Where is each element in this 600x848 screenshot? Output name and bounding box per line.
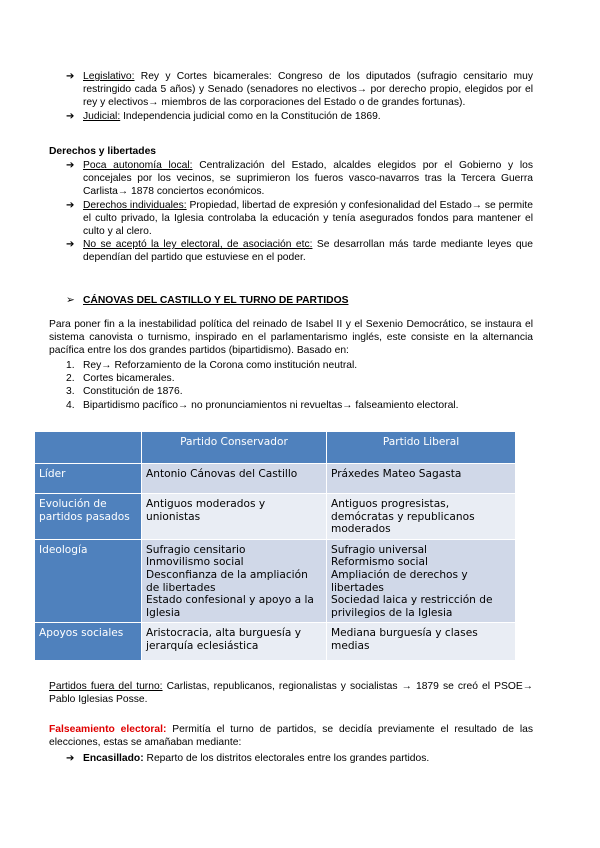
section-title-text: CÁNOVAS DEL CASTILLO Y EL TURNO DE PARTIDOS [83,295,349,306]
autonomia-label: Poca autonomía local: [83,160,193,171]
list-item-derechos-individuales [66,199,533,239]
legislativo-text: Rey y Cortes bicamerales: Congreso de los diputados (sufragio censitario muy restringido cada 5 años) y Senado (senadores no electivos→ por derecho propio, elegidos por el rey y electivos→ miembros de las corporaciones del Estado o de grandes fortunas). [83,71,533,109]
falseamiento-text: Permitía el turno de partidos, se decidía previamente el resultado de las elecciones, estas se amañaban mediante: [49,724,534,749]
table-header-liberal: Partido Liberal [327,432,516,464]
table-header-cell [35,432,142,464]
fuera-label: Partidos fuera del turno: [49,681,163,692]
basis-item: 4. Bipartidismo pacífico→ no pronunciamientos ni revueltas→ falseamiento electoral. [66,399,459,411]
row-label: Líder [35,464,142,494]
arrow-icon: ➔ [66,160,75,171]
cell-conservador: Antiguos moderados y unionistas [142,494,327,540]
cell-conservador: Antonio Cánovas del Castillo [142,464,327,494]
judicial-text: Independencia judicial como en la Constitución de 1869. [120,110,381,122]
arrow-icon: ➔ [66,71,75,82]
ley-electoral-label: No se aceptó la ley electoral, de asociación etc: [83,239,313,251]
cell-liberal: Práxedes Mateo Sagasta [327,464,516,494]
basis-item: 2. Cortes bicamerales. [66,373,175,385]
ley-electoral-text: Se desarrollan más tarde mediante leyes que dependían del partido que estuviese en el poder. [83,239,533,264]
falseamiento-paragraph [49,723,533,749]
encasillado-label: Encasillado: [83,753,144,764]
table-row-evolucion [35,494,516,540]
section-title [66,294,348,307]
basis-list [66,359,533,412]
list-item-encasillado [66,752,533,765]
arrow-icon: ➔ [66,110,75,122]
list-item-legislativo [66,70,533,110]
derechos-individuales-text: Propiedad, libertad de expresión y confesionalidad del Estado→ se permite el culto privado, la Iglesia controlaba la educación y tenía asegurados fondos para mantener el culto y al clero. [83,199,533,238]
cell-conservador: Sufragio censitario Inmovilismo social Desconfianza de la ampliación de libertades Estado confesional y apoyo a la Iglesia [142,539,327,623]
poderes-list [66,70,533,123]
row-label: Apoyos sociales [35,623,142,661]
basis-item: 3. Constitución de 1876. [66,386,183,398]
table-header-conservador: Partido Conservador [142,432,327,464]
cell-liberal: Mediana burguesía y clases medias [327,623,516,661]
table-row-apoyos [35,623,516,661]
cell-liberal: Sufragio universal Reformismo social Ampliación de derechos y libertades Sociedad laica y restricción de privilegios de la Iglesia [327,539,516,623]
intro-paragraph: Para poner fin a la inestabilidad política del reinado de Isabel II y el Sexenio Democrático, se instaura el sistema canovista o turnismo, inspirado en el parlamentarismo inglés, este consiste en la alternancia pacífica entre los dos grandes partidos (bipartidismo). Basado en: [49,319,533,357]
arrow-icon: ➔ [66,239,75,251]
derechos-list [66,159,533,265]
encasillado-list [66,752,533,765]
derechos-individuales-label: Derechos individuales: [83,199,187,211]
basis-item: 1. Rey→ Reforzamiento de la Corona como institución neutral. [66,360,358,371]
encasillado-text: Reparto de los distritos electorales entre los grandes partidos. [143,753,430,764]
list-item-autonomia [66,159,533,199]
list-item-judicial [66,110,533,123]
table-row-lider [35,464,516,494]
legislativo-label: Legislativo: [83,71,135,82]
derechos-heading: Derechos y libertades [49,146,157,157]
autonomia-text: Centralización del Estado, alcaldes elegidos por el Gobierno y los concejales por los vecinos, se suprimieron los fueros vasco-navarros tras la Tercera Guerra Carlista→ 1878 conciertos económicos. [83,160,534,198]
judicial-label: Judicial: [83,110,121,122]
fuera-text: Carlistas, republicanos, regionalistas y socialistas → 1879 se creó el PSOE→ Pablo Iglesias Posse. [49,681,533,706]
section-bullet-icon: ➢ [66,295,75,306]
arrow-icon: ➔ [66,199,75,211]
cell-conservador: Aristocracia, alta burguesía y jerarquía eclesiástica [142,623,327,661]
table-header-row [35,432,516,464]
list-item-ley-electoral [66,238,533,264]
parties-table-wrapper [34,431,516,661]
arrow-icon: ➔ [66,753,75,764]
row-label: Ideología [35,539,142,623]
row-label: Evolución de partidos pasados [35,494,142,540]
fuera-paragraph [49,680,533,706]
falseamiento-label: Falseamiento electoral: [49,724,167,735]
table-row-ideologia [35,539,516,623]
parties-table [34,431,516,661]
cell-liberal: Antiguos progresistas, demócratas y republicanos moderados [327,494,516,540]
